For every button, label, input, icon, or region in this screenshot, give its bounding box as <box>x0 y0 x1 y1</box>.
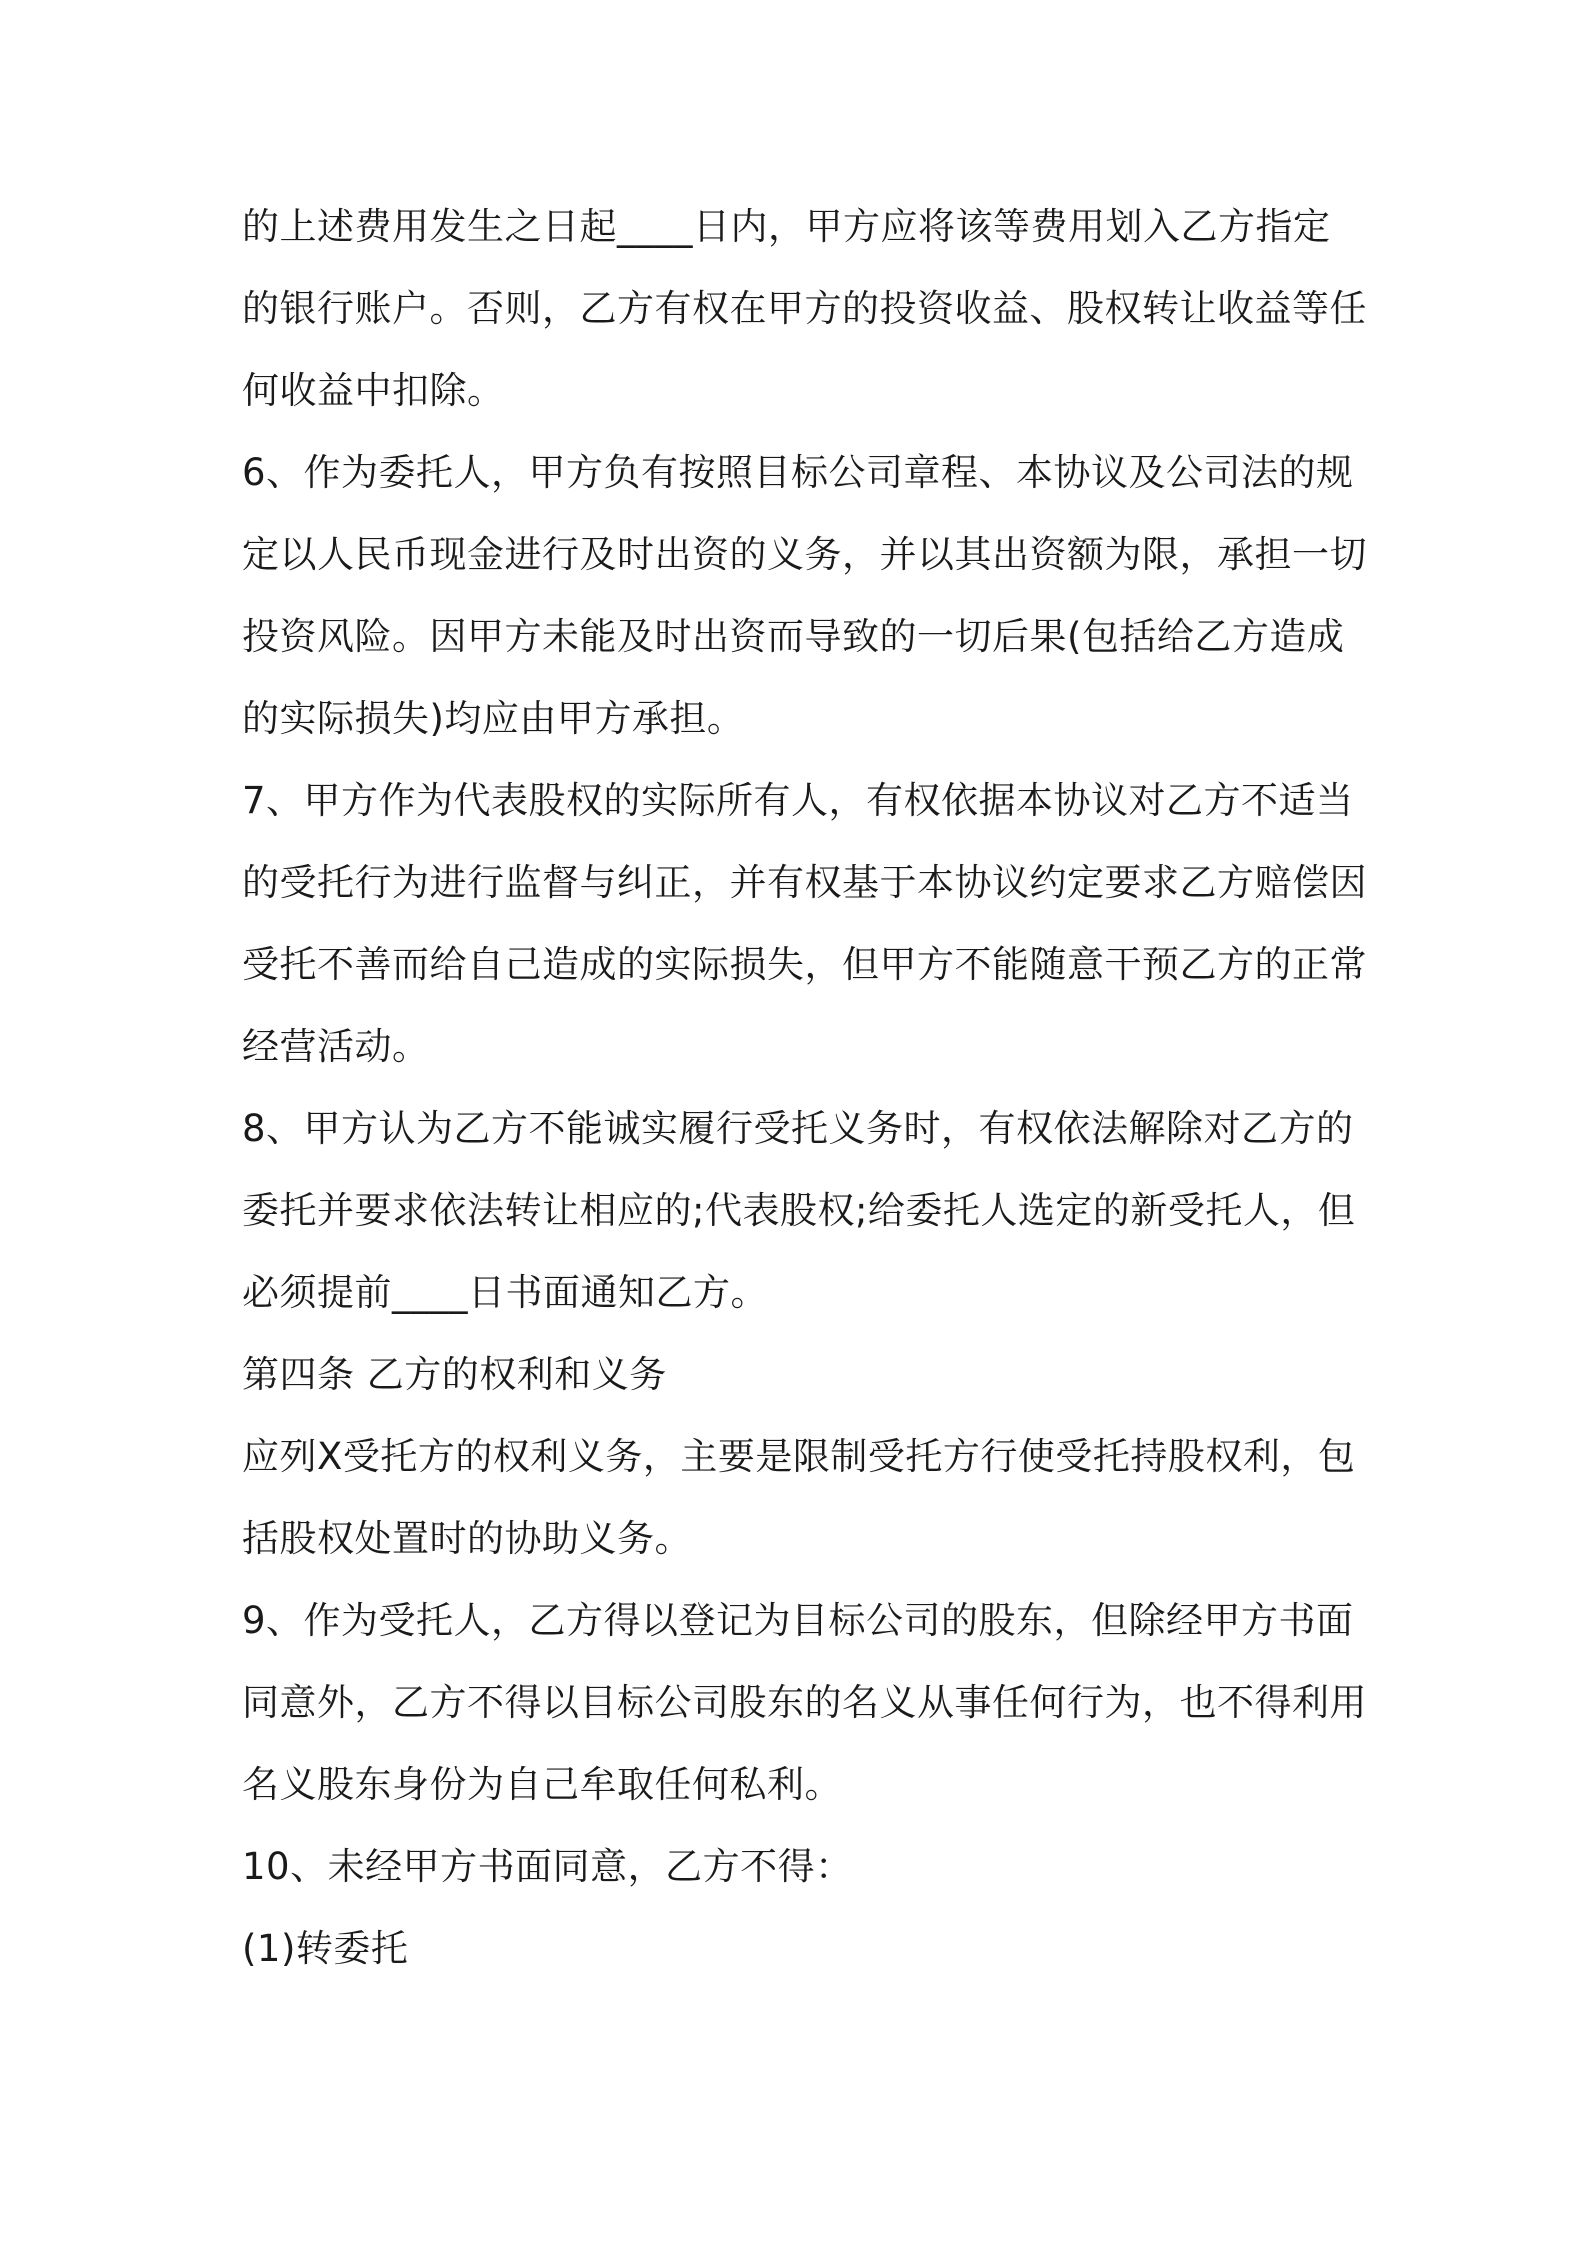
text-line: 定以人民币现金进行及时出资的义务，并以其出资额为限，承担一切 <box>242 533 1367 576</box>
document-body <box>242 186 1367 1990</box>
text-line: 受托不善而给自己造成的实际损失，但甲方不能随意干预乙方的正常 <box>242 943 1367 986</box>
text-line: 名义股东身份为自己牟取任何私利。 <box>242 1763 842 1806</box>
list-item: (1)转委托 <box>242 1927 409 1970</box>
clause-9-line: 9、作为受托人，乙方得以登记为目标公司的股东，但除经甲方书面 <box>242 1599 1354 1642</box>
text-line: 必须提前____日书面通知乙方。 <box>242 1271 768 1314</box>
clause-8-line: 8、甲方认为乙方不能诚实履行受托义务时，有权依法解除对乙方的 <box>242 1107 1354 1150</box>
text-line: 应列Ⅹ受托方的权利义务，主要是限制受托方行使受托持股权利，包 <box>242 1435 1356 1478</box>
clause-6-line: 6、作为委托人，甲方负有按照目标公司章程、本协议及公司法的规 <box>242 451 1354 494</box>
text-line: 的银行账户。否则，乙方有权在甲方的投资收益、股权转让收益等任 <box>242 287 1367 330</box>
clause-7-line: 7、甲方作为代表股权的实际所有人，有权依据本协议对乙方不适当 <box>242 779 1354 822</box>
text-line: 的上述费用发生之日起____日内，甲方应将该等费用划入乙方指定 <box>242 205 1331 248</box>
article-4-heading: 第四条 乙方的权利和义务 <box>242 1353 667 1396</box>
text-line: 经营活动。 <box>242 1025 430 1068</box>
text-line: 投资风险。因甲方未能及时出资而导致的一切后果(包括给乙方造成 <box>242 615 1345 658</box>
text-line: 括股权处置时的协助义务。 <box>242 1517 692 1560</box>
text-line: 的实际损失)均应由甲方承担。 <box>242 697 745 740</box>
clause-10-line: 10、未经甲方书面同意，乙方不得： <box>242 1845 853 1888</box>
text-line: 何收益中扣除。 <box>242 369 505 412</box>
text-line: 的受托行为进行监督与纠正，并有权基于本协议约定要求乙方赔偿因 <box>242 861 1367 904</box>
text-line: 同意外，乙方不得以目标公司股东的名义从事任何行为，也不得利用 <box>242 1681 1367 1724</box>
text-line: 委托并要求依法转让相应的;代表股权;给委托人选定的新受托人，但 <box>242 1189 1356 1232</box>
